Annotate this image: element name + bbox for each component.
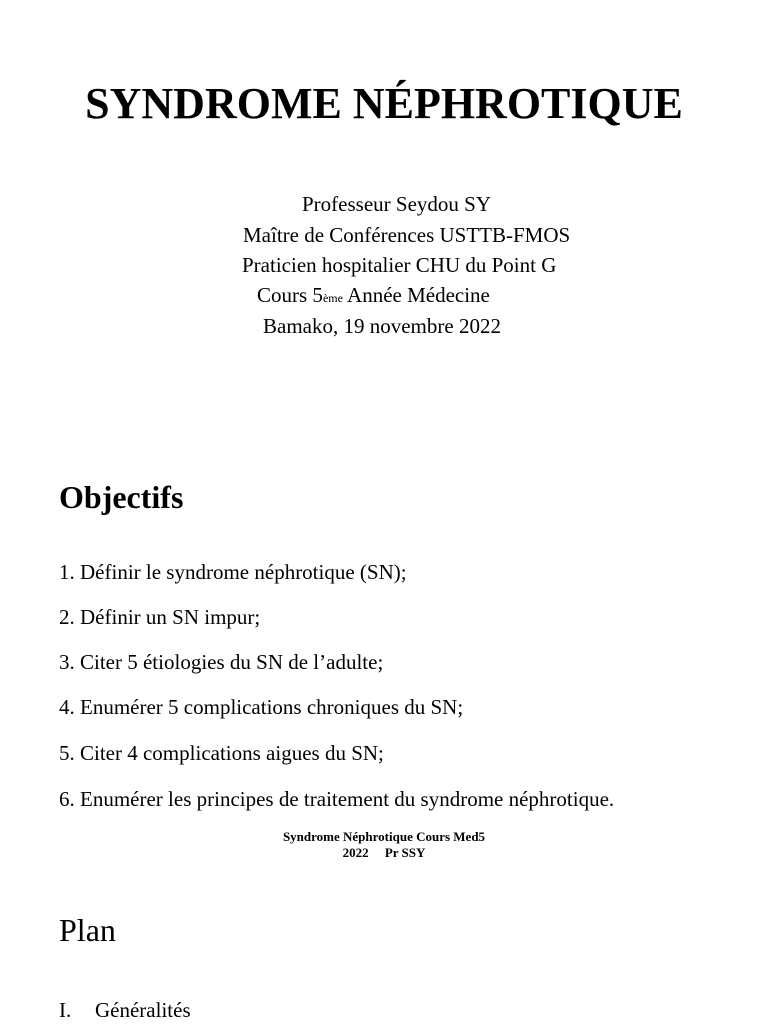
- course-superscript: ème: [322, 291, 343, 305]
- plan-heading: Plan: [59, 912, 116, 948]
- author-hospital: Praticien hospitalier CHU du Point G: [242, 253, 557, 277]
- footer-line-2: 2022 Pr SSY: [342, 845, 426, 860]
- objective-item: 2. Définir un SN impur;: [59, 605, 261, 629]
- objectives-heading: Objectifs: [59, 479, 184, 515]
- objective-item: 4. Enumérer 5 complications chroniques du SN;: [59, 695, 464, 719]
- plan-item-number: I.: [59, 998, 72, 1022]
- objective-item: 1. Définir le syndrome néphrotique (SN);: [59, 560, 407, 584]
- footer-line-1: Syndrome Néphrotique Cours Med5: [282, 829, 486, 844]
- course-year: [257, 281, 490, 312]
- author-name: Professeur Seydou SY: [302, 192, 491, 216]
- author-position: Maître de Conférences USTTB-FMOS: [243, 223, 571, 247]
- plan-item: [59, 996, 191, 1024]
- course-suffix: Année Médecine: [342, 283, 490, 307]
- course-prefix: Cours 5: [257, 283, 323, 307]
- plan-item-label: Généralités: [95, 998, 191, 1022]
- objective-item: 6. Enumérer les principes de traitement du syndrome néphrotique.: [59, 787, 615, 811]
- objective-item: 5. Citer 4 complications aigues du SN;: [59, 741, 384, 765]
- place-date: Bamako, 19 novembre 2022: [263, 314, 501, 338]
- objective-item: 3. Citer 5 étiologies du SN de l’adulte;: [59, 650, 384, 674]
- page-title: SYNDROME NÉPHROTIQUE: [85, 79, 683, 128]
